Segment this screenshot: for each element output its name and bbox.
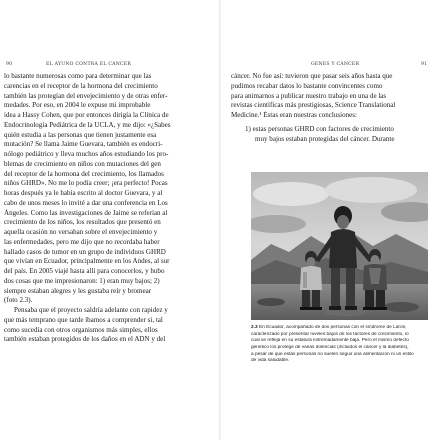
body-line: cabo de unos meses lo invité a dar una conferencia en Los [4, 198, 168, 207]
body-line: para animarnos a publicar nuestro trabajo en una de las [231, 91, 387, 100]
body-line: revistas científicas más prestigiosas, Science Translational [231, 101, 396, 110]
body-line: Endocrinología Pediátrica de la UCLA, y me dijo: «¿Sabes [4, 120, 171, 129]
body-line: Ángeles. Como las investigaciones de Jaime se referían al [4, 208, 168, 217]
caption-text: En Ecuador, acompañado de dos personas con el síndrome de Laron, [258, 325, 407, 330]
body-line: Medicine.¹ Éstas eran nuestras conclusiones: [231, 111, 357, 119]
caption-line: a pesar de que estas personas no suelen seguir una alimentación ni un estilo [251, 351, 414, 357]
caption-line: genético los protege de varias dolencias (incluidos el cáncer y la diabetes), [251, 345, 409, 351]
body-line: horas después ya le había escrito al doctor Guevara, y al [4, 189, 163, 197]
body-line: también estaban protegidos de los daños en el ADN y del [4, 335, 166, 344]
body-line: mutación? Se llama Jaime Guevara, también es endocri- [4, 140, 163, 149]
caption-line [251, 325, 431, 332]
body-line: blemas de crecimiento en niños con mutaciones del gen [4, 159, 161, 168]
body-line: nólogo pediátrico y lleva muchos años estudiando los pro- [4, 150, 169, 158]
right-page [221, 0, 440, 440]
left-page-body [4, 72, 216, 345]
list-item-line: 1) estas personas GHRD con factores de crecimiento [245, 124, 394, 133]
body-line: quién estudia a las personas que tienen justamente esa [4, 130, 157, 139]
left-running-head: EL AYUNO CONTRA EL CÁNCER [46, 62, 132, 67]
body-line: las enfermedades, pero me dijo que no recordaba haber [4, 237, 160, 246]
body-line: dos cosas que me impresionaron: 1) eran muy bajos; 2) [4, 276, 160, 285]
figure-caption [251, 325, 431, 365]
figure-photo [251, 172, 428, 320]
body-line: que vivían en Ecuador, principalmente en los Andes, al sur [4, 257, 170, 266]
body-line: del país. En 2005 viajé hasta allí para conocerlos, y hubo [4, 267, 165, 275]
body-line: del receptor de la hormona del crecimiento, los llamados [4, 169, 164, 178]
body-line: hallado casos de tumor en un grupo de individuos GHRD [4, 247, 166, 256]
caption-line: caracterizado por presentar niveles bajos de los factores de crecimiento, lo [251, 331, 409, 337]
body-line: (foto 2.3). [4, 296, 33, 305]
body-line: medades. Por eso, en 2004 le expuse mi improbable [4, 101, 151, 110]
caption-line: de vida saludable. [251, 358, 290, 364]
caption-number: 2.3 [251, 325, 258, 330]
list-item-line: muy bajos estaban protegidas del cáncer. Durante [255, 134, 395, 143]
body-line: siempre estaban alegres y les gustaba reír y bromear [4, 286, 152, 295]
body-line: también las protegían del envejecimiento y de otras enfer- [4, 91, 168, 100]
right-page-body [231, 72, 435, 144]
left-page-number: 90 [6, 62, 13, 67]
caption-line: cual se refleja en su estatura extremadamente baja. Pero el mismo defecto [251, 338, 409, 344]
body-line: aquella ocasión no versaban sobre el envejecimiento y [4, 228, 158, 236]
body-line: pudimos recabar datos lo bastante convincentes como [231, 81, 383, 90]
body-line: cáncer. No fue así: tuvieron que pasar seis años hasta que [231, 72, 393, 80]
right-running-head: GENES Y CÁNCER [311, 62, 360, 67]
paragraph-first-line: Pensaba que el proyecto saldría adelante con rapidez y [14, 306, 168, 314]
body-line: niños GHRD». No me lo podía creer; ¡era perfecto! Pocas [4, 179, 168, 188]
body-line: lo bastante numerosas como para determinar que las [4, 72, 152, 80]
body-line: que más temprano que tarde íbamos a comprender si, tal [4, 315, 163, 324]
body-line: idea a Hassy Cohen, que por entonces dirigía la Clínica de [4, 111, 169, 119]
right-page-number: 91 [421, 62, 428, 67]
left-page [0, 0, 219, 440]
body-line: como sucedía con otros organismos más simples, ellos [4, 325, 158, 334]
body-line: crecimiento de los niños, los resultados que presentó en [4, 218, 161, 227]
body-line: carencias en el receptor de la hormona del crecimiento [4, 81, 158, 90]
photo-image [251, 172, 428, 320]
